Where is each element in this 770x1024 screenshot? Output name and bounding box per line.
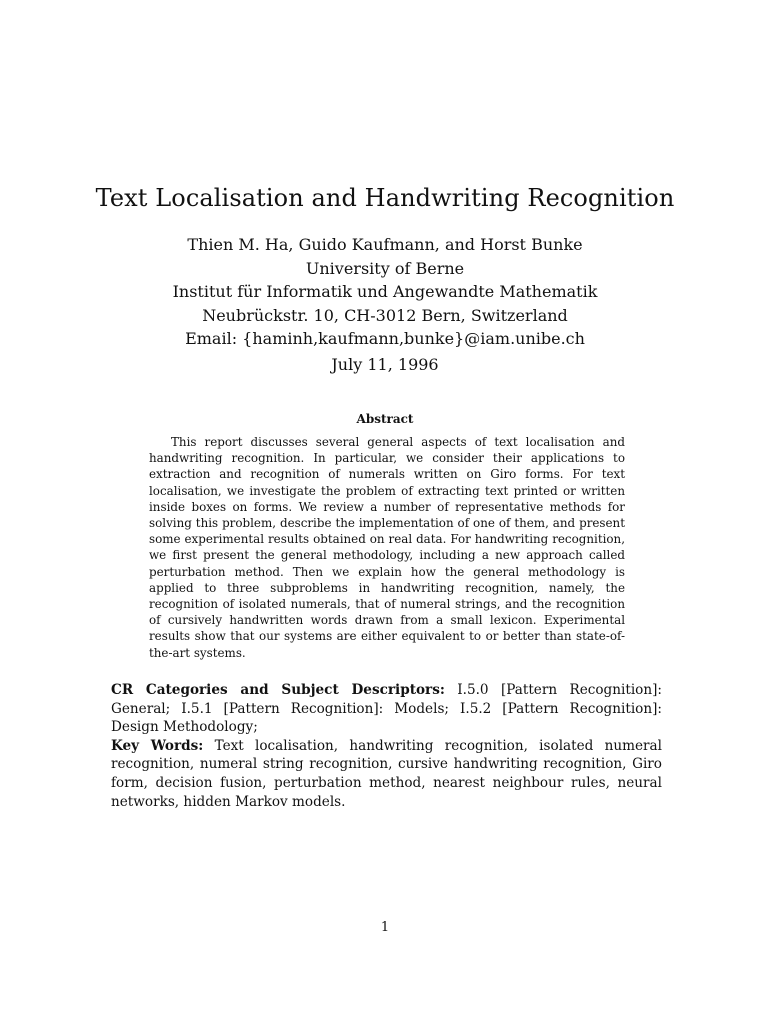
author-names: Thien M. Ha, Guido Kaufmann, and Horst Bunke — [187, 235, 583, 254]
postal-address: Neubrückstr. 10, CH-3012 Bern, Switzerland — [202, 305, 568, 325]
key-words — [111, 737, 662, 811]
cr-categories-text: I.5.0 [Pattern Recognition]: General; I.5.1 [Pattern Recognition]: Models; I.5.2 [Pattern Recognition]: Design Methodology; — [111, 682, 662, 736]
cr-categories-label: CR Categories and Subject Descriptors: — [111, 682, 445, 698]
key-words-label: Key Words: — [111, 737, 204, 754]
classification-section — [111, 681, 662, 811]
paper-title: Text Localisation and Handwriting Recognition — [95, 184, 675, 212]
email-address: Email: {haminh,kaufmann,bunke}@iam.unibe.ch — [185, 329, 585, 348]
author-block — [0, 233, 770, 351]
abstract-body: This report discusses several general aspects of text localisation and handwriting recognition. In particular, we consider their applications to extraction and recognition of numerals written on Giro forms. For text localisation, we investigate the problem of extracting text printed or written inside boxes on forms. We review a number of representative methods for solving this problem, describe the implementation of one of them, and present some experimental results obtained on real data. For handwriting recognition, we first present the general methodology, including a new approach called perturbation method. Then we explain how the general methodology is applied to three subproblems in handwriting recognition, namely, the recognition of isolated numerals, that of numeral strings, and the recognition of cursively handwritten words drawn from a small lexicon. Experimental results show that our systems are either equivalent to or better than state-of-the-art systems. — [149, 435, 625, 660]
page-number: 1 — [380, 920, 390, 935]
institute-name: Institut für Informatik und Angewandte Mathematik — [172, 282, 598, 301]
abstract-heading: Abstract — [356, 412, 414, 426]
publication-date: July 11, 1996 — [331, 355, 439, 374]
cr-categories — [111, 681, 662, 737]
key-words-text: Text localisation, handwriting recognition, isolated numeral recognition, numeral string recognition, cursive handwriting recognition, Giro form, decision fusion, perturbation method, nearest neighbour rules, neural networks, hidden Markov models. — [111, 737, 663, 810]
university-name: University of Berne — [305, 258, 465, 278]
